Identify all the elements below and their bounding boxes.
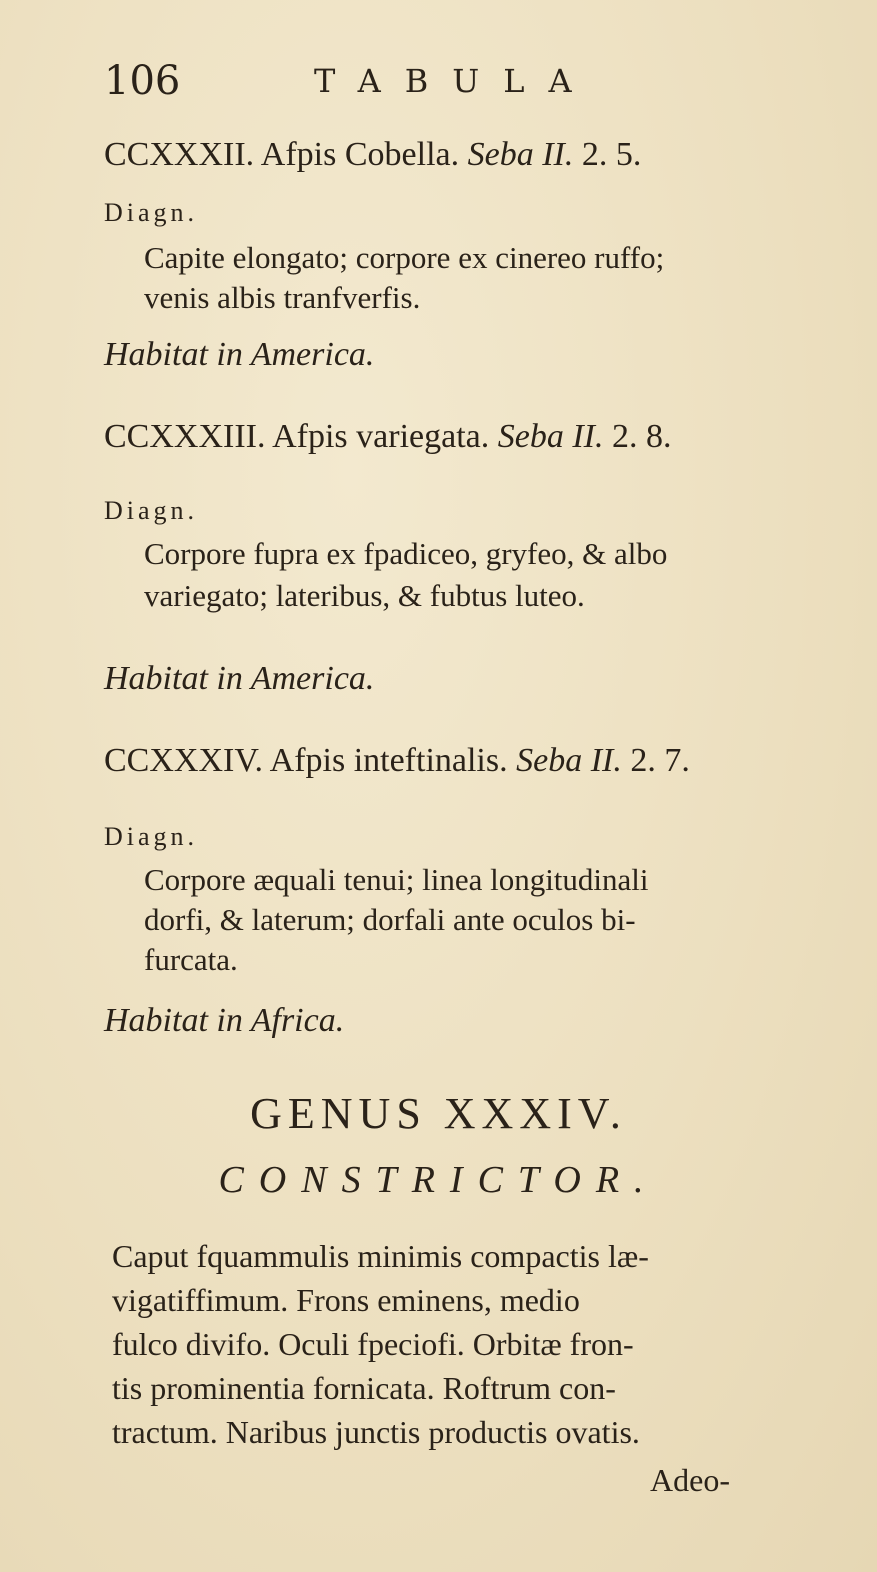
diagnosis-label: Diagn. — [104, 198, 199, 227]
paragraph-line: fulco divifo. Oculi fpeciofi. Orbitæ fron- — [112, 1326, 634, 1362]
entry-title — [104, 418, 672, 456]
diagnosis-line: dorfi, & laterum; dorfali ante oculos bi- — [144, 902, 636, 937]
species-name: Afpis inteftinalis. — [269, 742, 508, 779]
paragraph-line: tractum. Naribus junctis productis ovatis. — [112, 1414, 640, 1450]
habitat: Habitat in America. — [104, 660, 375, 697]
diagnosis-line: variegato; lateribus, & fubtus luteo. — [144, 578, 585, 613]
habitat: Habitat in America. — [104, 336, 375, 373]
species-name: Afpis variegata. — [272, 418, 490, 455]
reference-author: Seba II. — [467, 136, 574, 173]
diagnosis-line: venis albis tranfverfis. — [144, 280, 421, 315]
entry-number: CCXXXII. — [104, 136, 255, 173]
catchword: Adeo- — [650, 1462, 730, 1498]
genus-heading: GENUS XXXIV. — [250, 1089, 627, 1138]
paragraph-line: tis prominentia fornicata. Roftrum con- — [112, 1370, 616, 1406]
diagnosis-label: Diagn. — [104, 496, 199, 525]
diagnosis-label: Diagn. — [104, 822, 199, 851]
paragraph-line: vigatiffimum. Frons eminens, medio — [112, 1282, 580, 1318]
entry-title — [104, 136, 641, 174]
habitat: Habitat in Africa. — [104, 1002, 345, 1039]
diagnosis-line: Capite elongato; corpore ex cinereo ruffo; — [144, 240, 665, 275]
diagnosis-line: Corpore fupra ex fpadiceo, gryfeo, & albo — [144, 536, 668, 571]
diagnosis-line: furcata. — [144, 942, 238, 977]
diagnosis-line: Corpore æquali tenui; linea longitudinali — [144, 862, 649, 897]
paragraph-line: Caput fquammulis minimis compactis læ- — [112, 1238, 649, 1274]
page-number: 106 — [104, 58, 181, 104]
entry-title — [104, 742, 690, 780]
reference-number: 2. 5. — [581, 136, 642, 173]
genus-name: CONSTRICTOR. — [218, 1159, 659, 1201]
reference-author: Seba II. — [516, 742, 622, 779]
reference-number: 2. 7. — [630, 742, 690, 779]
reference-author: Seba II. — [497, 418, 604, 455]
entry-number: CCXXXIII. — [104, 418, 266, 455]
page-header — [104, 58, 824, 108]
running-title: TABULA — [314, 62, 596, 100]
species-name: Afpis Cobella. — [260, 136, 460, 173]
reference-number: 2. 8. — [612, 418, 672, 455]
entry-number: CCXXXIV. — [104, 742, 264, 779]
